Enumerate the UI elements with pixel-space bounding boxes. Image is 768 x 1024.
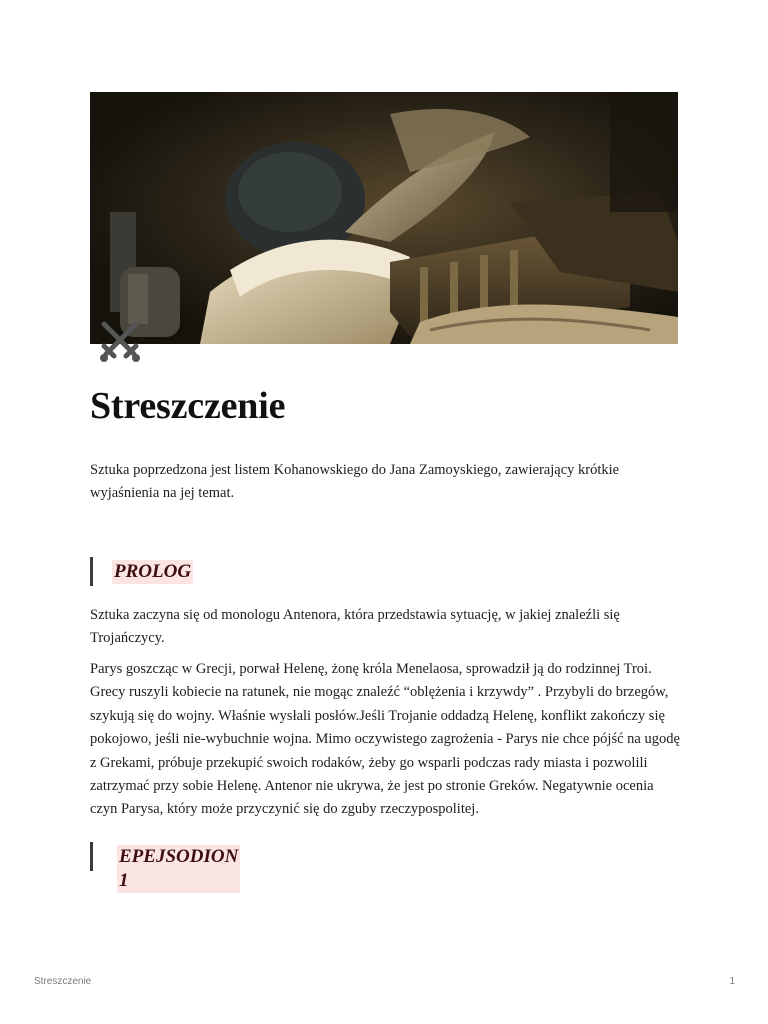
body-paragraph: Parys goszcząc w Grecji, porwał Helenę, żonę króla Menelaosa, sprowadził ją do rodzinnej Troi. Grecy ruszyli kobiecie na ratunek, nie mogąc znaleźć “oblężenia i krzywdy” . Przybyli do brzegów, szykują się do wojny. Właśnie wysłali posłów.Jeśli Trojanie oddadzą Helenę, konflikt zakończy się pokojowo, jeśli nie-wybuchnie wojna. Mimo oczywistego zagrożenia - Parys nie chce pójść na ugodę z Grekami, próbuje przekupić swoich rodaków, żeby go wsparli podczas rady miasta i pozwolili zatrzymać przy sobie Helenę. Antenor nie ukrywa, że jest po stronie Greków. Negatywnie ocenia czyn Parysa, który może przyczynić się do zguby rzeczypospolitej. [90,661,680,818]
section-heading-text: EPEJSODION 1 [119,846,239,891]
page-number: 1 [729,976,735,987]
body-paragraph: Sztuka zaczyna się od monologu Antenora, która przedstawia sytuację, w jakiej znaleźli się Trojańczycy. [90,607,620,647]
still-life-painting-image [90,92,678,344]
page-title: Streszczenie [90,385,286,427]
section-heading-text: PROLOG [114,561,192,582]
cover-image [90,92,678,344]
footer-title: Streszczenie [34,976,92,987]
swords-crossed-icon [96,316,144,364]
page-icon [96,316,144,364]
intro-paragraph: Sztuka poprzedzona jest listem Kohanowskiego do Jana Zamoyskiego, zawierający krótkie wyjaśnienia na jej temat. [90,462,620,502]
section-heading-epejsodion-1 [90,842,239,891]
section-heading-prolog [90,557,192,586]
